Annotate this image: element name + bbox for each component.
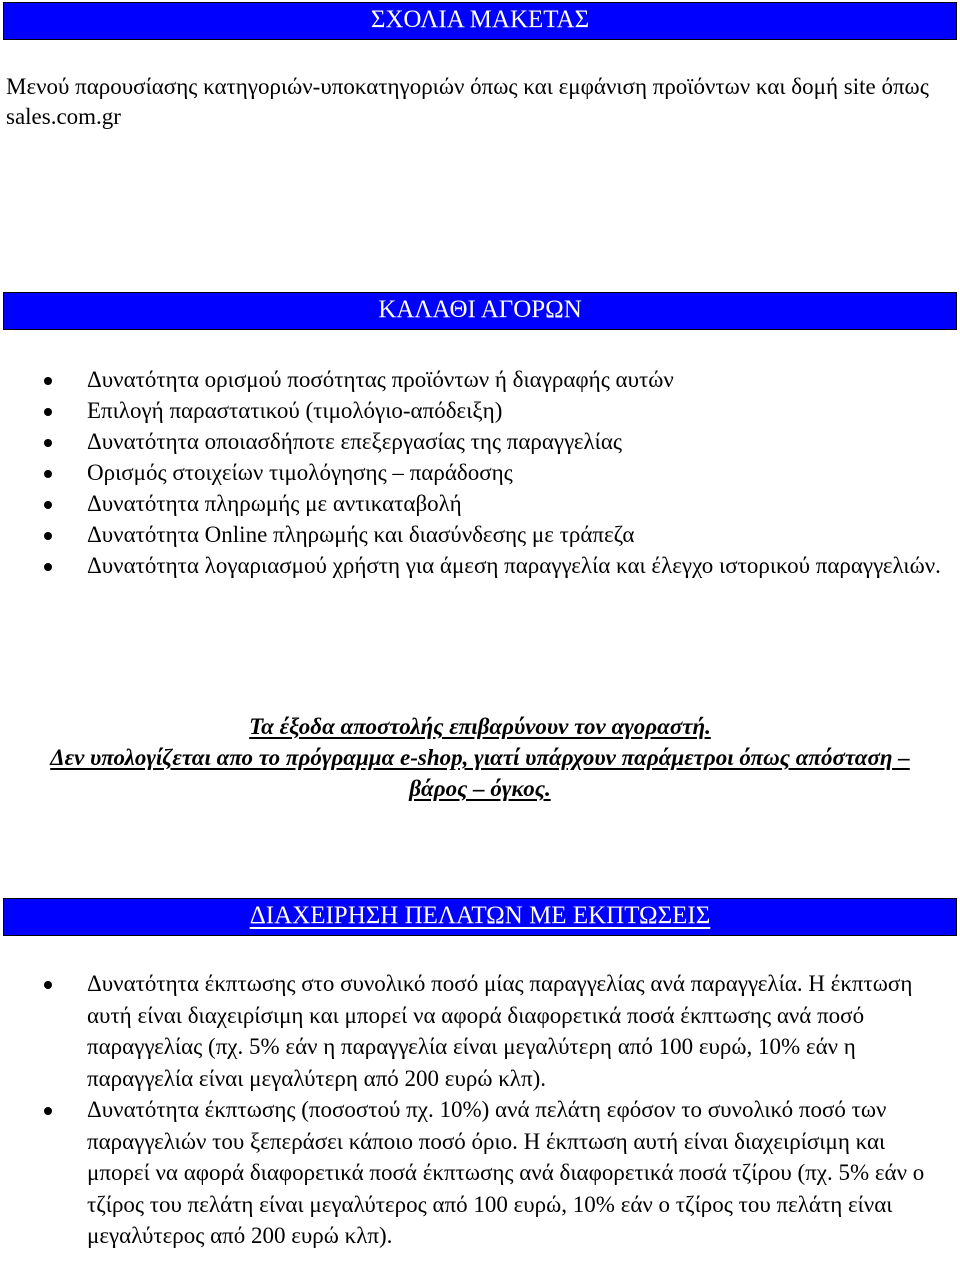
list-item: Δυνατότητα πληρωμής με αντικαταβολή bbox=[0, 488, 950, 519]
list-item: Δυνατότητα οποιασδήποτε επεξεργασίας της παραγγελίας bbox=[0, 426, 950, 457]
list-item: Δυνατότητα Online πληρωμής και διασύνδεσης με τράπεζα bbox=[0, 519, 950, 550]
layout-notes-heading-bar bbox=[3, 2, 957, 40]
list-item: Ορισμός στοιχείων τιμολόγησης – παράδοσης bbox=[0, 457, 950, 488]
list-item: Δυνατότητα έκπτωσης (ποσοστού πχ. 10%) ανά πελάτη εφόσον το συνολικό ποσό των παραγγελιών του ξεπεράσει κάποιο ποσό όριο. Η έκπτωση αυτή είναι διαχειρίσιμη και μπορεί να αφορά διαφορετικά ποσά έκπτωσης ανά διαφορετικά ποσά τζίρου (πχ. 5% εάν ο τζίρος του πελάτη είναι μεγαλύτερος από 100 ευρώ, 10% εάν ο τζίρος του πελάτη είναι μεγαλύτερος από 200 ευρώ κλπ). bbox=[0, 1094, 950, 1252]
discount-features-list bbox=[0, 968, 950, 1252]
list-item: Δυνατότητα έκπτωσης στο συνολικό ποσό μίας παραγγελίας ανά παραγγελία. Η έκπτωση αυτή είναι διαχειρίσιμη και μπορεί να αφορά διαφορετικά ποσά έκπτωσης ανά ποσό παραγγελίας (πχ. 5% εάν η παραγγελία είναι μεγαλύτερη από 100 ευρώ, 10% εάν η παραγγελία είναι μεγαλύτερη από 200 ευρώ κλπ). bbox=[0, 968, 950, 1094]
layout-notes-heading: ΣΧΟΛΙΑ ΜΑΚΕΤΑΣ bbox=[370, 6, 590, 33]
shipping-calc-note: Δεν υπολογίζεται απο το πρόγραμμα e-shop, γιατί υπάρχουν παράμετροι όπως απόσταση – βάρος – όγκος. bbox=[50, 745, 910, 801]
discounts-heading: ΔΙΑΧΕΙΡΗΣΗ ΠΕΛΑΤΩΝ ΜΕ ΕΚΠΤΩΣΕΙΣ bbox=[249, 902, 711, 929]
cart-heading: ΚΑΛΑΘΙ ΑΓΟΡΩΝ bbox=[378, 296, 582, 323]
discounts-heading-bar bbox=[3, 898, 957, 936]
cart-features-list bbox=[0, 364, 950, 581]
list-item: Δυνατότητα λογαριασμού χρήστη για άμεση παραγγελία και έλεγχο ιστορικού παραγγελιών. bbox=[0, 550, 950, 581]
list-item: Δυνατότητα ορισμού ποσότητας προϊόντων ή διαγραφής αυτών bbox=[0, 364, 950, 395]
list-item: Επιλογή παραστατικού (τιμολόγιο-απόδειξη) bbox=[0, 395, 950, 426]
shipping-cost-note: Τα έξοδα αποστολής επιβαρύνουν τον αγοραστή. bbox=[249, 714, 711, 739]
cart-heading-bar bbox=[3, 292, 957, 330]
layout-notes-text: Μενού παρουσίασης κατηγοριών-υποκατηγοριών όπως και εμφάνιση προϊόντων και δομή site όπως sales.com.gr bbox=[6, 74, 929, 129]
